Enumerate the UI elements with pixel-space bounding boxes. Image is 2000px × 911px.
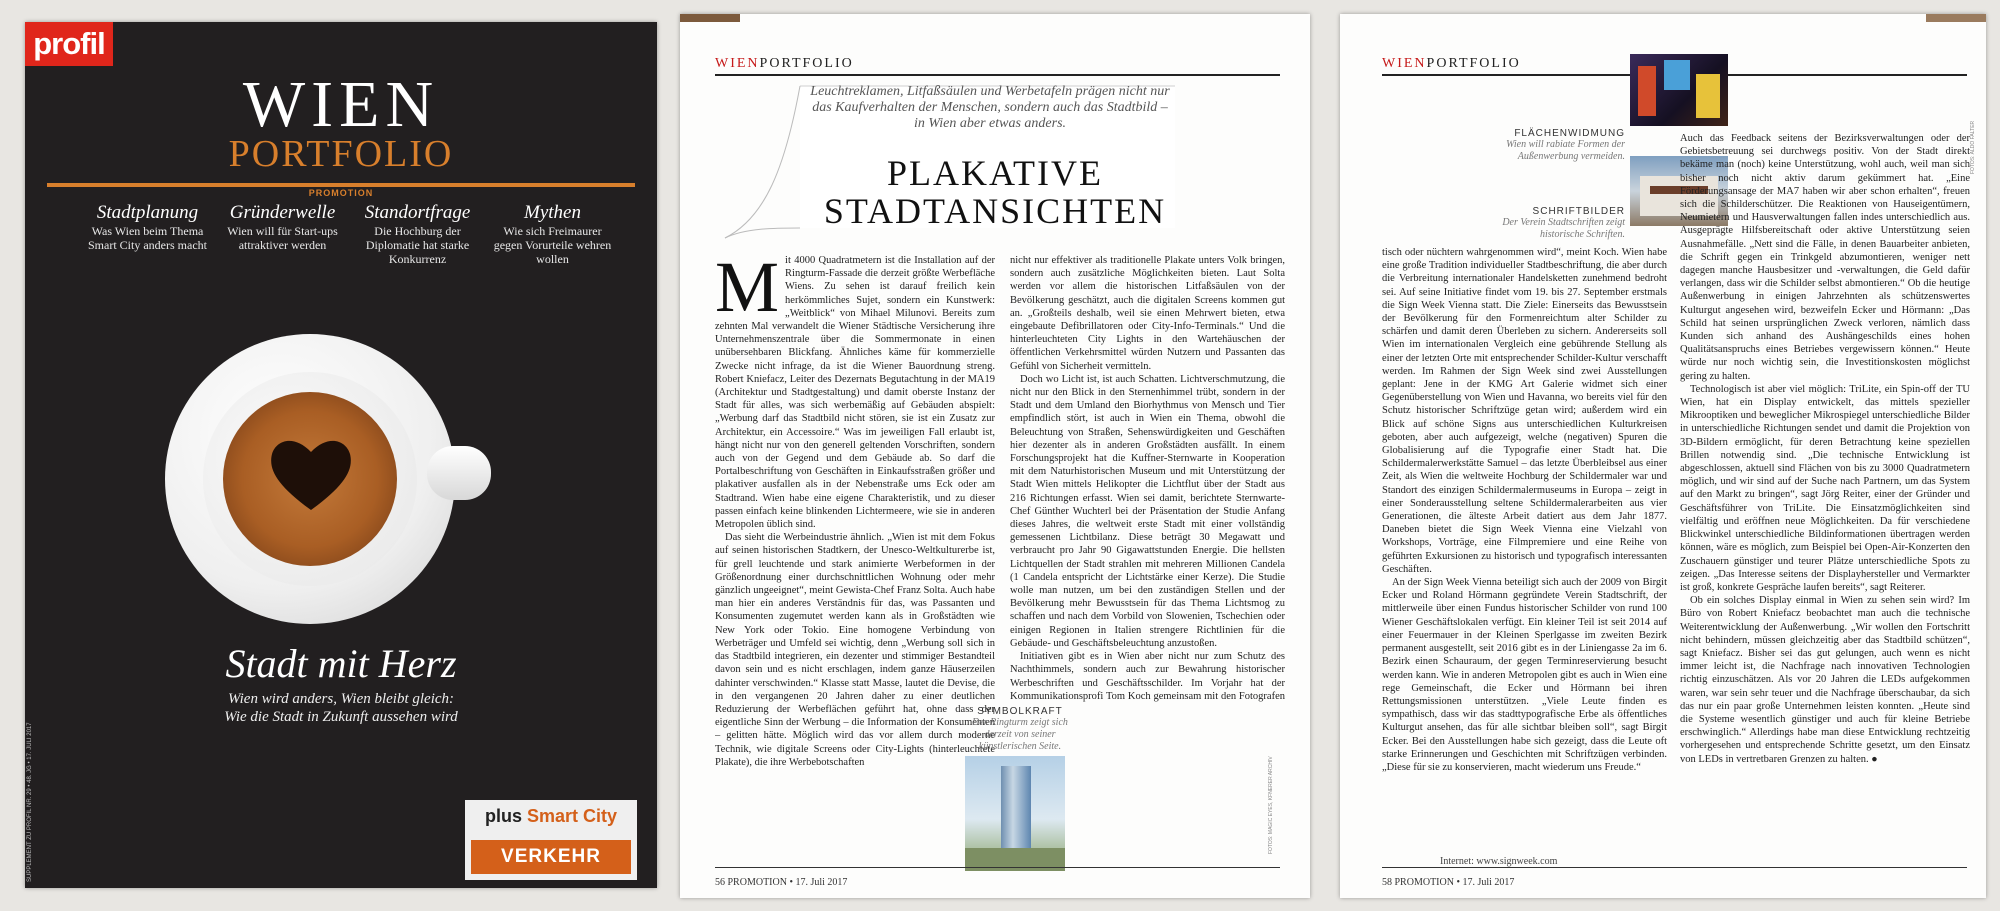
caption-title: SCHRIFTBILDER: [1532, 206, 1625, 217]
cover-title: WIEN: [242, 68, 440, 141]
article-title-line-1: PLAKATIVE: [887, 153, 1103, 193]
footer-text: PROMOTION • 17. Juli 2017: [1394, 877, 1515, 888]
paragraph: Technologisch ist aber viel möglich: TriLite, ein Spin-off der TU Wien, hat ein Display entwickelt, das mittels spezieller Mikrooptiken und beweglicher Mikrospiegel unterschiedliche Bilder in unterschiedliche Richtungen sendet und damit die Projektion von 3D-Bildern ermöglicht, für deren Betrachtung keine speziellen Brillen notwendig sind. „Die technische Entwicklung ist abgeschlossen, aktuell sind Flächen von bis zu 3000 Quadratmetern möglich, und wir sind auf der Suche nach Partnern, um das System auf den Markt zu bringen“, sagt Jörg Reiter, einer der Gründer und Geschäftsführer von TriLite. Die Einsatzmöglichkeiten sind vielfältig und eröffnen neue Möglichkeiten. Da für verschiedene Blickwinkel unterschiedliche Bildinformationen übertragen werden können, wäre es möglich, zum Beispiel bei Open-Air-Konzerten den Zuschauern günstiger und teurer Plätze unterschiedliche Spots zu zeigen. „Das Interesse seitens der Displayhersteller und Vermarkter ist groß, konkrete Gespräche laufen bereits“, sagt Reiterer.: [1680, 383, 1970, 593]
running-head-red: WIEN: [715, 56, 760, 71]
photo-credit: [1268, 754, 1278, 854]
teaser-item: [220, 202, 345, 266]
paragraph: Doch wo Licht ist, ist auch Schatten. Lichtverschmutzung, die nicht nur den Blick in den Sternenhimmel trübt, sondern in der Stadt und dem Umland den Biorhythmus von Mensch und Tier empfindlich stört, ist auch in Wien ein Thema, obwohl die Beleuchtung von Straßen, Sehenswürdigkeiten und Geschäften hier dezenter als in anderen Großstädten ausfällt. In einem Forschungsprojekt hat die Kuffner-Sternwarte in Kooperation mit dem Naturhistorischen Museum und mit Unterstützung der Stadt Wien mittels Helikopter die Lichtflut über der Stadt aus 216 Richtungen erfasst. Wien sei damit, berichtete Sternwarte-Chef Günther Wuchterl bei der Präsentation der Studie Anfang dieses Jahres, die weltweit erste Stadt mit einer vollständig gemessenen Lichtbilanz. Diese beträgt 30 Megawatt und verbraucht pro Jahr 90 Gigawattstunden Energie. Die hellsten Lichtquellen der Stadt strahlen mit mehreren Millionen Candela (1 Candela entspricht der Lichtstärke einer Kerze). Die Studie wolle man nutzen, um bei den zuständigen Stellen und der Bevölkerung mehr Bewusstsein für das Thema Lichtsmog zu schaffen und nach dem Vorbild von Slowenien, Tschechien oder einigen Regionen in Italien strengere Richtlinien für die Gebäude- und Geschäftsbeleuchtung anzustoßen.: [1010, 373, 1285, 649]
running-head: [715, 56, 854, 72]
paragraph: [715, 254, 995, 531]
drop-cap: M: [715, 254, 780, 327]
page-number: 56: [715, 877, 725, 888]
coffee-cup-image: [165, 334, 545, 634]
running-head-rest: PORTFOLIO: [759, 56, 854, 71]
running-head-red: WIEN: [1382, 56, 1427, 71]
plus-section: VERKEHR: [471, 840, 631, 874]
photo-credit: [1970, 94, 1980, 174]
cover-subline: [25, 690, 657, 726]
caption-symbolkraft: [965, 706, 1075, 753]
teaser-text: Wie sich Freimaurer gegen Vorurteile wehren wollen: [493, 224, 612, 266]
caption-flaechenwidmung: [1480, 128, 1625, 163]
teaser-row: [85, 202, 615, 266]
paragraph-text: it 4000 Quadratmetern ist die Installation auf der Ringturm-Fassade die derzeit größte Werbefläche Wiens. Zu sehen ist darauf freilich kein herkömmliches Sujet, sondern ein Kunstwerk: „Weitblick“ von Mihael Milunovi. Bereits zum zehnten Mal verwandelt die Wiener Städtische Versicherung ihre Unternehmenszentrale über die Sommermonate in einen unübersehbaren Blickfang. Ähnliches käme für kommerzielle Zwecke nicht infrage, da ist die Wiener Bauordnung streng. Robert Kniefacz, Leiter des Dezernats Begutachtung in der MA19 (Architektur und Stadtgestaltung) und damit oberste Instanz der Stadt für alles, was sich werbemäßig auf Gebäuden abspielt: „Werbung darf das Stadtbild nicht stören, sie ist ein Zusatz zur Architektur, ein Accessoire.“ Was im jeweiligen Fall erlaubt ist, hängt nicht nur von den generell geltenden Vorschriften, sondern auch von der Gegend und dem Gebäude ab. So darf die Portalbeschriftung von Geschäften in Einkaufsstraßen größer und plakativer ausfallen als in der Nebenstraße ums Eck oder am Stadtrand. Wien habe eine eigene Charakteristik, und zu dieser passen einfach keine blinkenden Lichtermeere, wie sie in anderen Metropolen üblich sind.: [715, 255, 995, 531]
article-column-1: [715, 254, 995, 854]
paragraph: tisch oder nüchtern wahrgenommen wird“, meint Koch. Wien habe eine große Tradition individueller Stadtbeschriftung, die aber durch die Verbreitung internationaler Handelsketten zunehmend bedroht sei. Auf seine Initiative findet vom 19. bis 27. September erstmals die Sign Week Vienna statt. Die Ziele: Einerseits das Bewusstsein der Bevölkerung für den Formenreichtum alter Schilder zu schärfen und damit deren Überleben zu sichern. Andererseits soll Wien im internationalen Vergleich eine gebührende Stellung als einer der letzten Orte mit entsprechender Schilder-Kultur verschafft werden. Im Rahmen der Sign Week sind zwei Ausstellungen geplant: Jene in der KMG Art Galerie widmet sich einer Gegenüberstellung von Wien und Havanna, wo bereits viel für den Schutz historischer Schriftzüge getan wird; außerdem wird ein Blick auf schöne Signs aus unterschiedlichen Kulturkreisen geboten, aber auch aufgezeigt, welche (negativen) Spuren die Globalisierung auf die Typografie einer Stadt hat. Die Schildermalerwerkstätte Samuel – das letzte Überbleibsel aus einer Zeit, als Wien die weltweite Hochburg der Schildermaler war und Standort des einzigen Schildermalermuseums in Europa – zeigt in einer Sonderausstellung seltene Schildermalerarbeiten aus vier Generationen, die älteste Arbeit datiert aus dem Jahr 1877. Daneben bietet die Sign Week Vienna eine Vielzahl von Workshops, Vorträge, eine Filmpremiere und eine Reihe von geführten Exkursionen zu historisch und typografisch interessanten Geschäften.: [1382, 247, 1667, 575]
tower-shape: [1001, 766, 1031, 861]
paragraph: Ob ein solches Display einmal in Wien zu sehen sein wird? Im Büro von Robert Kniefacz beobachtet man auch die technische Weiterentwicklung der Außenwerbung. „Wir wollen den Fortschritt nicht behindern, müssen gleichzeitig aber das Stadtbild schützen“, sagt Kniefacz. Bisher sei das gut gelungen, auch wenn es nicht immer leicht ist, die Nachfrage nach innovativen Technologien richtig einzuschätzen. Als vor 20 Jahren die LEDs aufgekommen waren, war sein sehr teuer und die Nachfrage überschaubar, da sich das nur ein paar große Unternehmen leisten konnten. „Heute sind die Systeme wesentlich günstiger und auch für kleine Betriebe erschwinglich.“ Allerdings habe man diese Entwicklung rechtzeitig vorhergesehen und entsprechende Schritte gesetzt, um den Einsatz von LEDs in vertretbaren Grenzen zu halten. ●: [1680, 595, 1970, 765]
plus-smart-city: Smart City: [527, 806, 618, 826]
photo-credit-text: FOTOS: MAGIC EYES, KFNERER ARCHIV: [1268, 756, 1274, 854]
plus-prefix: plus: [484, 806, 522, 826]
plus-label: [465, 806, 637, 827]
teaser-title: Standortfrage: [364, 202, 471, 223]
billboard-shape: [1638, 66, 1656, 116]
paragraph: nicht nur effektiver als traditionelle Plakate unters Volk bringen, sondern auch zusätzliche Möglichkeiten bieten. Laut Solta werden vor allem die historischen Litfaßsäulen von der Bevölkerung geschätzt, auch die digitalen Screens kommen gut an. „Großteils deshalb, weil sie einen Mehrwert bieten, etwa eingebaute Defibrillatoren oder City-Info-Terminals.“ Und die hinterleuchteten City Lights in den Wartehäuschen der öffentlichen Verkehrsmittel würden Nutzern und Passanten das Gefühl von Sicherheit vermitteln.: [1010, 255, 1285, 372]
cover-subtitle: PORTFOLIO: [228, 133, 454, 175]
caption-text: Wien will rabiate Formen der Außenwerbung vermeiden.: [1506, 139, 1625, 162]
paragraph: An der Sign Week Vienna beteiligt sich auch der 2009 von Birgit Ecker und Roland Hörmann gegründete Verein Stadtschrift, der mittlerweile über einen Fundus historischer Schilder von rund 100 Wiener Geschäftslokalen verfügt. Ein kleiner Teil ist seit 2014 auf einer Feuermauer in der Kleinen Sperlgasse im zweiten Bezirk permanent ausgestellt, seit 2016 gibt es in der Liniengasse 2a im 6. Bezirk einen Schauraum, der gegen Terminreservierung besucht werden kann. Wie in anderen Metropolen gibt es auch in Wien eine rege Gemeinschaft, die Ecker und Hörmann bei ihren Rettungsmissionen unterstützen. „Viele Leute finden es sympathisch, dass wir das stadttypografische Erbe als öffentliches Kulturgut ansehen, das für alle sichtbar bleiben soll“, sagt Birgit Ecker. Bei den Ausstellungen habe sich gezeigt, dass die Leute oft starke Erinnerungen und Geschichten mit Schriftzügen verbinden. „Diese für sie zu konservieren, macht wiederum uns Freude.“: [1382, 577, 1667, 773]
running-head-rest: PORTFOLIO: [1426, 56, 1521, 71]
article-deck: Leuchtreklamen, Litfaßsäulen und Werbetafeln prägen nicht nur das Kaufverhalten der Menschen, sondern auch das Stadtbild – in Wien aber etwas anders.: [810, 84, 1170, 131]
promotion-label: PROMOTION: [308, 188, 374, 198]
caption-text: Der Verein Stadtschriften zeigt historische Schriften.: [1502, 217, 1625, 240]
paragraph: Auch das Feedback seitens der Bezirksverwaltungen oder der Gebietsbetreuung sei durchwegs positiv. Von der Stadt direkt bekäme man (noch) keine Unterstützung, wohl auch, weil man sich bisher noch nicht aktiv darum gekümmert hat. „Eine Förderungsansage der MA7 haben wir aber schon erhalten“, freuen sich die Schilderschützer. Die Reaktionen von Hauseigentümern, Neumietern und Hausverwaltungen fallen indes unterschiedlich aus. Ausgeprägte Hilfsbereitschaft oder aktive Unterstützung seien Ausnahmefälle. „Nett sind die Fälle, in denen Bauarbeiter anbieten, die Schrift gegen ein Trinkgeld abzumontieren, weniger nett dagegen manche Hausbesitzer und -verwaltungen, die Geld dafür verlangen, dass wir die Schilder selbst abmontieren.“ Ob die heutige Außenwerbung in einigen Jahrzehnten als schützenswertes Kulturgut angesehen wird, bezweifeln Ecker und Hörmann: „Das Schild hat seinen ursprünglichen Zweck verloren, nämlich dass Kunden sich anhand des Aushängeschilds eines hohen Qualitätsanspruchs eines Betriebes vergewissern können.“ Heute würde nur noch wichtig sein, die Investitionskosten möglichst gering zu halten.: [1680, 133, 1970, 382]
page-tab: [1926, 14, 1986, 22]
photo-credit-text: FOTOS: ALDO FALTER: [1970, 120, 1976, 174]
cover-subline-2: Wie die Stadt in Zukunft aussehen wird: [224, 709, 458, 725]
foot-rule: [1382, 867, 1967, 868]
article-column-2: [1010, 254, 1285, 704]
teaser-title: Mythen: [524, 202, 581, 223]
article-title-line-2: STADTANSICHTEN: [823, 191, 1167, 231]
profil-logo: profil: [25, 22, 113, 66]
teaser-item: [490, 202, 615, 266]
caption-title: SYMBOLKRAFT: [977, 706, 1063, 717]
caption-title: FLÄCHENWIDMUNG: [1514, 128, 1625, 139]
running-head: [1382, 56, 1521, 72]
teaser-text: Die Hochburg der Diplomatie hat starke Konkurrenz: [365, 224, 470, 266]
article-title: [770, 154, 1220, 230]
internet-link[interactable]: Internet: www.signweek.com: [1440, 856, 1558, 867]
teaser-item: [355, 202, 480, 266]
ringturm-photo: [965, 756, 1065, 871]
billboard-shape: [1696, 74, 1720, 118]
article-page-56: [680, 14, 1310, 898]
paragraph: Das sieht die Werbeindustrie ähnlich. „Wien ist mit dem Fokus auf seinen historischen Stadtkern, der Unesco-Weltkulturerbe ist, für grell leuchtende und stark animierte Werbeformen in der Größenordnung einer durchschnittlichen Wohnung oder mehr gänzlich ungeeignet“, meint Gewista-Chef Franz Solta. Auch habe man hier ein anderes Verständnis für das, was Passanten und Konsumenten zugemutet werden kann als in Großstädten wie New York oder Tokio. Eine homogene Verbindung von Werbeträger und Umfeld sei wichtig, denn „Werbung soll sich in das Stadtbild integrieren, ein dezenter und stimmiger Bestandteil davon sein und es nicht erschlagen, indem ganze Häuserzeilen dahinter verschwinden.“ Klasse statt Masse, lautet die Devise, die in den vergangenen 20 Jahren daher zu einer deutlichen Reduzierung der Werbeflächen geführt hat, ohne dass der eigentliche Sinn der Werbung – die Information der Konsumenten – gelitten hätte. Möglich wird das vor allem durch moderne Technik, wie digitale Screens oder City-Lights (hinterleuchtete Plakate), die ihre Werbebotschaften: [715, 532, 995, 768]
page-tab: [680, 14, 740, 22]
heart-icon: [268, 434, 354, 514]
page-number: 58: [1382, 877, 1392, 888]
caption-schriftbilder: [1480, 206, 1625, 241]
teaser-item: [85, 202, 210, 266]
cover-subline-1: Wien wird anders, Wien bleibt gleich:: [227, 691, 455, 707]
page-footer: [1382, 877, 1514, 888]
cover-headline: Stadt mit Herz: [225, 641, 457, 686]
article-column-2: [1680, 132, 1970, 862]
teaser-title: Gründerwelle: [229, 202, 336, 223]
supplement-note: SUPPLEMENT ZU PROFIL NR. 29 • 48. JG • 17. JULI 2017: [27, 722, 33, 882]
article-column-1: [1382, 246, 1667, 856]
plus-teaser-box: [465, 800, 637, 880]
times-square-photo: [1630, 54, 1728, 126]
foot-rule: [715, 867, 1280, 868]
teaser-text: Wien will für Start-ups attraktiver werden: [227, 224, 338, 252]
cover-side-text: [27, 622, 39, 882]
paragraph: Initiativen gibt es in Wien aber nicht nur zum Schutz des Nachthimmels, sondern auch zur Bewahrung historischer Werbeschriften und Geschäftsschilder. Im Vorjahr hat der Kommunikationsprofi Tom Koch gemeinsam mit den Fotografen: [1010, 651, 1285, 702]
article-page-58: [1340, 14, 1986, 898]
caption-text: Der Ringturm zeigt sich derzeit von seiner künstlerischen Seite.: [972, 717, 1068, 752]
billboard-shape: [1664, 60, 1690, 90]
cover-divider: [47, 183, 635, 187]
cup-handle: [427, 446, 491, 500]
head-rule: [715, 74, 1280, 76]
page-footer: [715, 877, 847, 888]
teaser-text: Was Wien beim Thema Smart City anders macht: [88, 224, 207, 252]
cover-page: [25, 22, 657, 888]
footer-text: PROMOTION • 17. Juli 2017: [727, 877, 848, 888]
teaser-title: Stadtplanung: [96, 202, 199, 223]
